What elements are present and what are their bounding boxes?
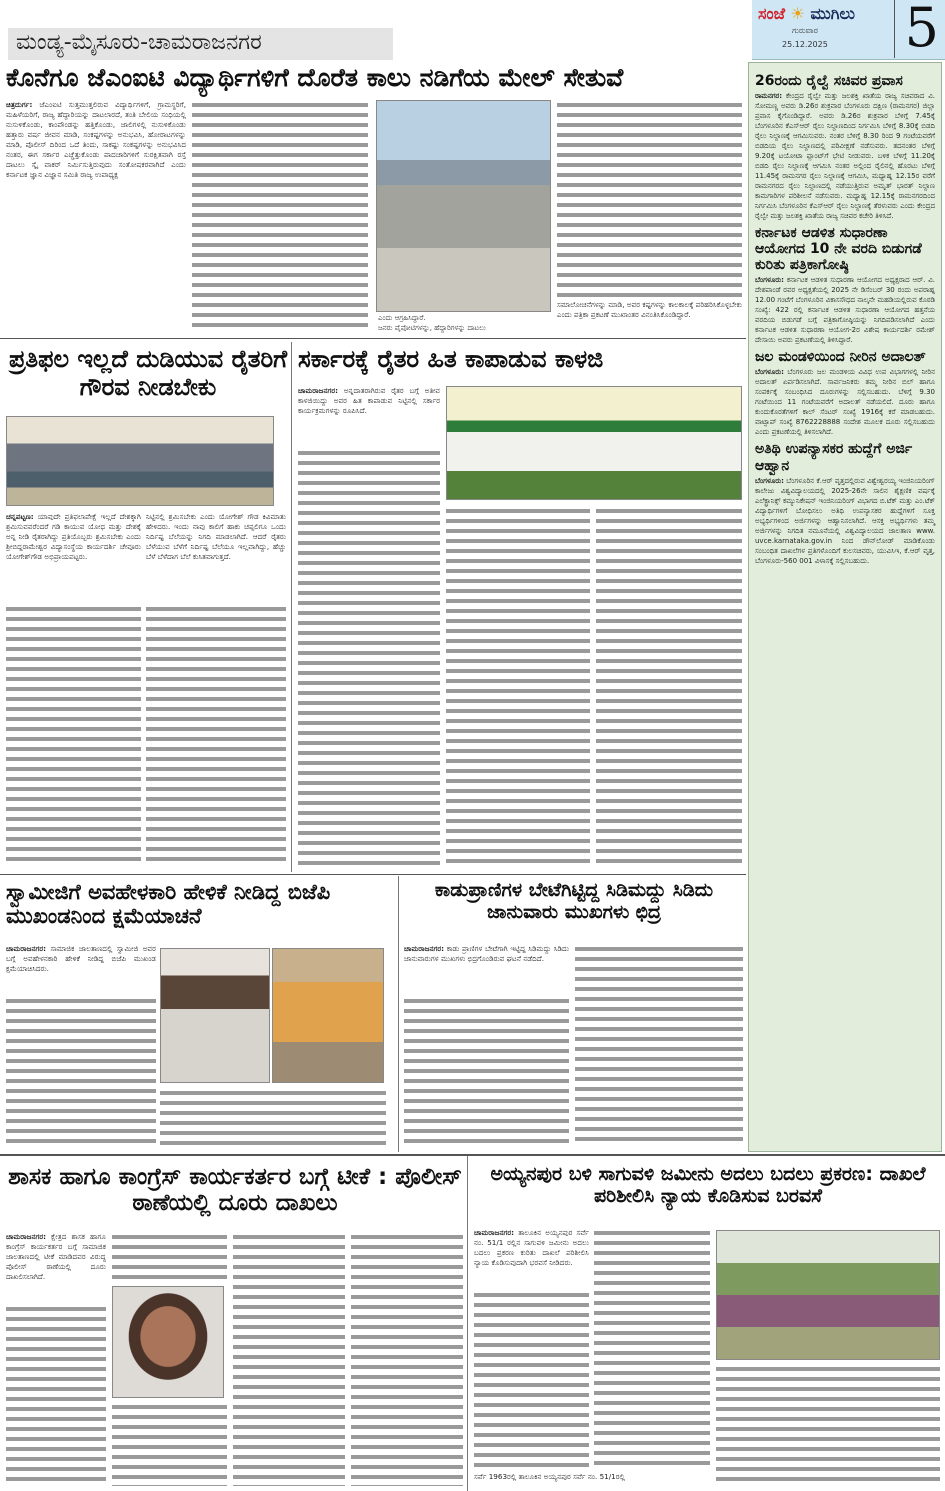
sun-icon: ☀ — [784, 4, 811, 23]
article-text-columns — [160, 1088, 386, 1146]
article-text-columns — [575, 944, 743, 1146]
article-closing: ಸಮಾಲೋಚನೆಗಳನ್ನು ಮಾಡಿ, ಅವರ ಕಷ್ಟಗಳನ್ನು ಕಾಲಕಾಲಕ್ಕೆ ಪರಿಹರಿಸಿಕೊಳ್ಳಬೇಕು ಎಂದು ಪತ್ರಿಕಾ ಪ್ರಕಟಣೆ ಮುಖಾಂತರ ವಿನಂತಿಸಿಕೊಂಡಿದ್ದಾರೆ. — [557, 300, 742, 319]
article-text-columns — [6, 604, 141, 866]
group-photo — [6, 416, 274, 506]
dateline: ಚಾಮರಾಜನಗರ: — [298, 386, 339, 395]
section-title: ಮಂಡ್ಯ-ಮೈಸೂರು-ಚಾಮರಾಜನಗರ — [8, 28, 393, 60]
article-text: ತಾಲೂಕಿನ ಅಯ್ಯನಪುರ ಸರ್ವೆ ನಂ. 51/1 ರಲ್ಲಿನ ಸಾಗುವಳಿ ಜಮೀನು ಅದಲು ಬದಲು ಪ್ರಕರಣ ಕುರಿತು ದಾಖಲೆ ಪರಿಶೀಲಿಸಿ ನ್ಯಾಯ ಕೊಡಿಸುವುದಾಗಿ ಭರವಸೆ ನೀಡಿದರು. — [474, 1228, 589, 1267]
article-text-columns — [298, 448, 440, 866]
dateline: ಬೆಂಗಳೂರು: — [755, 276, 784, 285]
issue-date: 25.12.2025 — [782, 40, 828, 49]
article-text: ಕ್ಷೇತ್ರದ ಶಾಸಕ ಹಾಗೂ ಕಾಂಗ್ರೆಸ್ ಕಾರ್ಯಕರ್ತರ ಬಗ್ಗೆ ಸಾಮಾಜಿಕ ಜಾಲತಾಣದಲ್ಲಿ ಟೀಕೆ ಮಾಡಿದವರ ವಿರುದ್ಧ ಪೊಲೀಸ್ ಠಾಣೆಯಲ್ಲಿ ದೂರು ದಾಖಲಿಸಲಾಗಿದೆ. — [6, 1232, 106, 1281]
dateline: ಚಾಮರಾಜನಗರ: — [474, 1228, 515, 1237]
article-text-columns — [233, 1232, 345, 1486]
dateline: ಚಾಮರಾಜನಗರ: — [6, 1232, 47, 1241]
divider — [0, 1154, 945, 1156]
article-text-columns — [6, 1304, 106, 1486]
article-text-columns — [112, 1232, 227, 1282]
dateline: ಬೆಂಗಳೂರು: — [755, 476, 784, 485]
brief-text: ಬೆಂಗಳೂರು ಜಲ ಮಂಡಳಿಯ ವಿವಿಧ ಉಪ ವಿಭಾಗಗಳಲ್ಲಿ ನೀರಿನ ಅದಾಲತ್ ಏರ್ಪಡಿಸಲಾಗಿದೆ. ಸಾರ್ವಜನಿಕರು ತಮ್ಮ ನೀರಿನ ಬಿಲ್ ಹಾಗೂ ಸಂಪರ್ಕಕ್ಕೆ ಸಂಬಂಧಿಸಿದ ದೂರುಗಳನ್ನು ಸಲ್ಲಿಸಬಹುದು. ಬೆಳಿಗ್ಗೆ 9.30 ಗಂಟೆಯಿಂದ 11 ಗಂಟೆಯವರೆಗೆ ಅದಾಲತ್ ನಡೆಯಲಿದೆ. ದೂರು ಹಾಗೂ ಕುಂದುಕೊರತೆಗಳಿಗೆ ಕಾಲ್ ಸೆಂಟರ್ ಸಂಖ್ಯೆ 1916ಕ್ಕೆ ಕರೆ ಮಾಡಬಹುದು. ವಾಟ್ಸಾಪ್ ಸಂಖ್ಯೆ 8762228888 ಸಂದೇಶ ಮೂಲಕ ದೂರು ಸಲ್ಲಿಸಬಹುದು ಎಂದು ಪ್ರಕಟಣೆಯಲ್ಲಿ ತಿಳಿಸಲಾಗಿದೆ. — [755, 368, 935, 437]
portrait-photo — [112, 1286, 224, 1398]
dateline: ಚಾಮರಾಜನಗರ: — [404, 944, 445, 953]
dateline: ರಾಮನಗರ: — [755, 92, 783, 101]
brief-headline: ಅತಿಥಿ ಉಪನ್ಯಾಸಕರ ಹುದ್ದೆಗೆ ಅರ್ಜಿ ಆಹ್ವಾನ — [755, 441, 913, 474]
brief-text: ಬೆಂಗಳೂರಿನ ಕೆ.ಆರ್ ವೃತ್ತದಲ್ಲಿರುವ ವಿಶ್ವೇಶ್ವರಯ್ಯ ಇಂಜಿನಿಯರಿಂಗ್ ಕಾಲೇಜು ವಿಶ್ವವಿದ್ಯಾಲಯದಲ್ಲಿ 2025-26ನೇ ಸಾಲಿನ ಶೈಕ್ಷಣಿಕ ವರ್ಷಕ್ಕೆ ಎಲೆಕ್ಟ್ರಾನಿಕ್ಸ್ ಕಮ್ಯುನಿಕೇಷನ್ ಇಂಜಿನಿಯರಿಂಗ್ ವಿಭಾಗದ ಬಿ.ಟೆಕ್ ಮತ್ತು ಎಂ.ಟೆಕ್ ವಿದ್ಯಾರ್ಥಿಗಳಿಗೆ ಬೋಧಿಸಲು ಅತಿಥಿ ಉಪನ್ಯಾಸಕರ ಹುದ್ದೆಗಳಿಗೆ ಸೂಕ್ತ ಅಭ್ಯರ್ಥಿಗಳಿಂದ ಅರ್ಜಿಗಳನ್ನು ಆಹ್ವಾನಿಸಲಾಗಿದೆ. ಆಸಕ್ತ ಅಭ್ಯರ್ಥಿಗಳು ತಮ್ಮ ಅರ್ಜಿಗಳನ್ನು ನಿಗದಿತ ನಮೂನೆಯಲ್ಲಿ ವಿಶ್ವವಿದ್ಯಾಲಯದ ಜಾಲತಾಣ www. uvce.karnataka.gov.in ನಿಂದ ಡೌನ್‌ಲೋಡ್ ಮಾಡಿಕೊಂಡು ಸಂಬಂಧಿತ ದಾಖಲೆಗಳ ಪ್ರತಿಗಳೊಂದಿಗೆ ಕುಲಸಚಿವರು, ಯುವಿಸಿಇ, ಕೆ.ಆರ್ ವೃತ್ತ, ಬೆಂಗಳೂರು-560 001 ವಿಳಾಸಕ್ಕೆ ಸಲ್ಲಿಸಬಹುದು. — [755, 476, 935, 565]
bridge-construction-photo — [376, 100, 551, 312]
dateline: ಚನ್ನಪಟ್ಟಣ: — [6, 512, 34, 521]
dateline: ಬೆಂಗಳೂರು: — [755, 368, 784, 377]
article-body — [6, 100, 186, 330]
article-text-col2: ನಿಟ್ಟಿನಲ್ಲಿ ಶ್ರಮಿಸಬೇಕು ಎಂದು ಯೋಗೇಶ್ ಗೌಡ ಕಿವಿಮಾತು ಹೇಳಿದರು. ಇಂದು ನಾವು ಕಾಲಿಗೆ ಹಾಕು ಚಪ್ಪಲಿಗೂ ಒಂದು ನಿರ್ದಿಷ್ಟ ಬೆಲೆಯನ್ನು ನಿಗದಿ ಮಾಡಲಾಗಿದೆ. ಆದರೆ ರೈತರು ಬೆಳೆಯುವ ಬೆಳೆಗೆ ನಿರ್ದಿಷ್ಟ ಬೆಲೆಯೂ ಇಲ್ಲವಾಗಿದ್ದು, ಹೆಚ್ಚು ಬೆಳೆ ಬೆಳೆದಾಗ ಬೆಲೆ ಕುಸಿತವಾಗುತ್ತದೆ. — [146, 512, 286, 561]
article-text: ಸಾಮಾಜಿಕ ಜಾಲತಾಣದಲ್ಲಿ ಸ್ವಾಮೀಜಿ ಅವರ ಬಗ್ಗೆ ಅವಹೇಳನಕಾರಿ ಹೇಳಿಕೆ ನೀಡಿದ್ದ ಬಿಜೆಪಿ ಮುಖಂಡ ಕ್ಷಮೆಯಾಚಿಸಿದರು. — [6, 944, 156, 973]
brief-text: ಕರ್ನಾಟಕ ಆಡಳಿತ ಸುಧಾರಣಾ ಆಯೋಗದ ಅಧ್ಯಕ್ಷರಾದ ಆರ್. ವಿ. ದೇಶಪಾಂಡೆ ರವರ ಅಧ್ಯಕ್ಷತೆಯಲ್ಲಿ 2025 ನೇ ಡಿಸೆಂಬರ್ 30 ರಂದು ಅಪರಾಹ್ನ 12.00 ಗಂಟೆಗೆ ಬೆಂಗಳೂರಿನ ವಿಕಾಸಸೌಧದ ನಾಲ್ಕನೇ ಮಹಡಿಯಲ್ಲಿರುವ ಕೊಠಡಿ ಸಂಖ್ಯೆ: 422 ರಲ್ಲಿ ಕರ್ನಾಟಕ ಆಡಳಿತ ಸುಧಾರಣಾ ಆಯೋಗದ ಹತ್ತನೆಯ ವರದಿಯ ಬಿಡುಗಡೆ ಬಗ್ಗೆ ಪತ್ರಿಕಾಗೋಷ್ಠಿಯನ್ನು ನಿಗದಿಪಡಿಸಲಾಗಿದೆ ಎಂದು ಕರ್ನಾಟಕ ಆಡಳಿತ ಸುಧಾರಣಾ ಆಯೋಗ-2ರ ವಿಶೇಷ ಕಾರ್ಯದರ್ಶಿ ರಮೇಶ್ ದೇಸಾಯಿ ಅವರು ಪ್ರಕಟಣೆಯಲ್ಲಿ ತಿಳಿಸಿದ್ದಾರೆ. — [755, 276, 936, 345]
dateline: ಚಿತ್ರದುರ್ಗ: — [6, 100, 33, 109]
logo-part2: ಮುಗಿಲು — [810, 4, 855, 23]
article-text-columns — [351, 1232, 463, 1486]
article-text: ಜೆಎಂಐಟಿ ಸುತ್ತಮುತ್ತಲಿರುವ ವಿದ್ಯಾರ್ಥಿಗಳಿಗೆ, ಗ್ರಾಮಸ್ಥರಿಗೆ, ಮಹಿಳೆಯರಿಗೆ, ರಾಜ್ಯ ಹೆದ್ದಾರಿಯನ್ನು ದಾಟಲಾರದೆ, ತಂತಿ ಬೇಲಿಯ ಸಂಧಿಯಲ್ಲಿ ನುಸುಳಿಕೊಂಡು, ಕಾಂಪೌಂಡನ್ನು ಹತ್ತಿಕೊಂಡು, ಜಾಲಿಗಳಲ್ಲಿ ನುಸುಳಿಕೊಂಡು ಹತ್ತಾರು ವರ್ಷ ಜೀವನ ಮಾಡಿ, ಸಂಕಷ್ಟಗಳನ್ನು ಅನುಭವಿಸಿ, ಹೋರಾಟಗಳನ್ನು ಮಾಡಿ, ಪೊಲೀಸ್ ದಿರಿಂದ ಒದೆ ತಿಂದು, ಸಾಕಷ್ಟು ಸಂಕಷ್ಟಗಳನ್ನು ಅನುಭವಿಸಿದ ನಂತರ, ಈಗ ಸರ್ಕಾರ ಎಚ್ಚೆತ್ತುಕೊಂಡು ಪಾದಚಾರಿಗಳಿಗೆ ಸುರಕ್ಷಿತವಾಗಿ ರಸ್ತೆ ದಾಟಲು ಸ್ಕೈ ವಾಕರ್ ನಿರ್ಮಿಸುತ್ತಿರುವುದು ಸಂತೋಷಕರವಾಗಿದೆ ಎಂದು ಕರ್ನಾಟಕ ಜ್ಞಾನ ವಿಜ್ಞಾನ ಸಮಿತಿ ರಾಜ್ಯ ಉಪಾಧ್ಯಕ್ಷ — [6, 100, 186, 179]
issue-day: ಗುರುವಾರ — [792, 26, 818, 35]
article-headline: ಪ್ರತಿಫಲ ಇಲ್ಲದೆ ದುಡಿಯುವ ರೈತರಿಗೆ ಗೌರವ ನೀಡಬೇಕು — [8, 345, 288, 401]
article-headline: ಕಾಡುಪ್ರಾಣಿಗಳ ಬೇಟೆಗಿಟ್ಟಿದ್ದ ಸಿಡಿಮದ್ದು ಸಿಡಿದು ಜಾನುವಾರು ಮುಖಗಳು ಛಿದ್ರ — [434, 879, 714, 923]
article-text-columns — [146, 604, 286, 866]
article-body — [6, 1232, 106, 1302]
brief-body — [755, 367, 935, 437]
article-headline: ಅಯ್ಯನಪುರ ಬಳಿ ಸಾಗುವಳಿ ಜಮೀನು ಅದಲು ಬದಲು ಪ್ರಕರಣ: ದಾಖಲೆ ಪರಿಶೀಲಿಸಿ ನ್ಯಾಯ ಕೊಡಿಸುವ ಬರವಸೆ — [490, 1163, 926, 1207]
article-body — [404, 944, 569, 994]
divider — [0, 338, 746, 339]
bjp-leader-photo — [160, 948, 270, 1083]
news-briefs-sidebar — [748, 62, 942, 1152]
article-text-columns — [716, 1364, 940, 1486]
article-body — [298, 386, 440, 446]
page-number: 5 — [894, 0, 939, 58]
article-text-columns — [404, 996, 569, 1146]
brief-text: ಕೇಂದ್ರದ ರೈಲ್ವೇ ಮತ್ತು ಜಲಶಕ್ತಿ ಖಾತೆಯ ರಾಜ್ಯ ಸಚಿವರಾದ ವಿ. ಸೋಮಣ್ಣ ಅವರು ಡಿ.26ರ ಶುಕ್ರವಾರ ಬೆಂಗಳೂರು ದಕ್ಷಿಣ (ರಾಮನಗರ) ಜಿಲ್ಲಾ ಪ್ರವಾಸ ಕೈಗೊಂಡಿದ್ದಾರೆ. ಅವರು ಡಿ.26ರ ಶುಕ್ರವಾರ ಬೆಳಿಗ್ಗೆ 7.45ಕ್ಕೆ ಬೆಂಗಳೂರಿನ ಕೆಎಸ್‌ಆರ್ ರೈಲು ನಿಲ್ದಾಣದಿಂದ ನಿರ್ಗಮಿಸಿ ಬೆಳಿಗ್ಗೆ 8.30ಕ್ಕೆ ಬಿಡದಿ ರೈಲು ನಿಲ್ದಾಣಕ್ಕೆ ಆಗಮಿಸುವರು. ನಂತರ ಬೆಳಿಗ್ಗೆ 8.30 ರಿಂದ 9 ಗಂಟೆಯವರೆಗೆ ಬಿಡದಿಯ ರೈಲು ನಿಲ್ದಾಣದಲ್ಲಿ ಪರಿವೀಕ್ಷಣೆ ನಡೆಸುವರು. ತದನಂತರ ಬೆಳಿಗ್ಗೆ 9.20ಕ್ಕೆ ಟಯೋಟಾ ಪ್ಲಾಂಟ್‌ಗೆ ಭೇಟಿ ನೀಡುವರು. ಬಳಿಕ ಬೆಳಿಗ್ಗೆ 11.20ಕ್ಕೆ ಬಿಡದಿ ರೈಲು ನಿಲ್ದಾಣಕ್ಕೆ ಆಗಮಿಸಿ ನಂತರ ಅಲ್ಲಿಂದ ರೈಲಿನಲ್ಲಿ ಹೊರಟು ಬೆಳಿಗ್ಗೆ 11.45ಕ್ಕೆ ರಾಮನಗರ ರೈಲು ನಿಲ್ದಾಣಕ್ಕೆ ಆಗಮಿಸಿ, ಮಧ್ಯಾಹ್ನ 12.15ರ ವರೆಗೆ ರಾಮನಗರದ ರೈಲು ನಿಲ್ದಾಣದಲ್ಲಿ ನಡೆಯುತ್ತಿರುವ ಅಮೃತ್ ಭಾರತ್ ನಿಲ್ದಾಣ ಕಾಮಗಾರಿಗಳ ಪರಿಶೀಲನೆ ನಡೆಸುವರು. ಮಧ್ಯಾಹ್ನ 12.15ಕ್ಕೆ ರಾಮನಗರದಿಂದ ನಿರ್ಗಮಿಸಿ ಬೆಂಗಳೂರಿನ ಕೆಎಸ್‌ಆರ್ ರೈಲು ನಿಲ್ದಾಣಕ್ಕೆ ತೆರಳುವರು ಎಂದು ಕೇಂದ್ರದ ರೈಲ್ವೇ ಮತ್ತು ಜಲಶಕ್ತಿ ಖಾತೆಯ ರಾಜ್ಯ ಸಚಿವರ ಕಚೇರಿ ತಿಳಿಸಿದೆ. — [755, 92, 935, 221]
land-inspection-photo — [716, 1230, 940, 1360]
brief-headline: 26ರಂದು ರೈಲ್ವೆ ಸಚಿವರ ಪ್ರವಾಸ — [755, 73, 903, 89]
article-text-columns — [594, 1228, 710, 1470]
brief-body — [755, 275, 935, 345]
photo-caption-continued: ಜನರು ಪೈಪೋಟಿಗಳನ್ನು, ಹೆದ್ದಾರಿಗಳನ್ನು ದಾಟಲು — [378, 324, 486, 332]
article-headline: ಸ್ವಾಮೀಜಿಗೆ ಅವಹೇಳಕಾರಿ ಹೇಳಿಕೆ ನೀಡಿದ್ದ ಬಿಜೆಪಿ ಮುಖಂಡನಿಂದ ಕ್ಷಮೆಯಾಚನೆ — [6, 880, 331, 929]
divider — [291, 342, 292, 872]
photo-caption: ಎಂದು ಆಗ್ರಹಿಸಿದ್ದಾರೆ. — [378, 314, 426, 322]
divider — [467, 1156, 468, 1491]
article-text-columns — [446, 506, 590, 866]
divider — [0, 874, 746, 875]
masthead — [752, 0, 945, 60]
article-text-columns — [557, 100, 742, 300]
article-body — [6, 944, 156, 994]
article-text-columns — [6, 996, 156, 1146]
article-text-columns — [596, 506, 742, 866]
article-body — [6, 512, 141, 602]
article-text-columns — [112, 1402, 227, 1486]
article-headline: ಸರ್ಕಾರಕ್ಕೆ ರೈತರ ಹಿತ ಕಾಪಾಡುವ ಕಾಳಜಿ — [298, 345, 604, 373]
article-text: ಅನ್ನದಾತರಾಗಿರುವ ರೈತರ ಬಗ್ಗೆ ಅತೀವ ಕಾಳಜಿಯಿದ್ದು ಅವರ ಹಿತ ಕಾಪಾಡುವ ನಿಟ್ಟಿನಲ್ಲಿ ಸರ್ಕಾರ ಕಾರ್ಯಕ್ರಮಗಳನ್ನು ರೂಪಿಸಿದೆ. — [298, 386, 440, 415]
article-headline: ಶಾಸಕ ಹಾಗೂ ಕಾಂಗ್ರೆಸ್ ಕಾರ್ಯಕರ್ತರ ಬಗ್ಗೆ ಟೀಕೆ : ಪೊಲೀಸ್ ಠಾಣೆಯಲ್ಲಿ ದೂರು ದಾಖಲು — [8, 1164, 462, 1217]
brief-body — [755, 91, 935, 221]
divider — [398, 876, 399, 1152]
article-body — [474, 1228, 589, 1288]
article-text: ಯಾವುದೇ ಪ್ರತಿಫಲಾಪೇಕ್ಷೆ ಇಲ್ಲದೆ ದೇಶಕ್ಕಾಗಿ ಶ್ರಮಿಸುವವರೆಂದರೆ ಗಡಿ ಕಾಯುವ ಯೋಧ ಮತ್ತು ದೇಶಕ್ಕೆ ಅನ್ನ ನೀಡಿ ರೈತರಾಗಿದ್ದು ಪ್ರತಿಯೊಬ್ಬರು ಶ್ರಮಿಸಬೇಕು ಎಂದು ಶ್ರೀಬಿದ್ದರಾಮೇಶ್ವರ ವಿದ್ಯಾಸಂಸ್ಥೆಯ ಕಾರ್ಯದರ್ಶಿ ಚೇವೂರು ಯೋಗೇಶ್‌ಗೌಡ ಅಭಿಪ್ರಾಯಪಟ್ಟರು. — [6, 512, 141, 561]
brief-headline: ಕರ್ನಾಟಕ ಆಡಳಿತ ಸುಧಾರಣಾ ಆಯೋಗದ 10 ನೇ ವರದಿ ಬಿಡುಗಡೆ ಕುರಿತು ಪತ್ರಿಕಾಗೋಷ್ಠಿ — [755, 225, 922, 274]
article-text: ಕಾಡು ಪ್ರಾಣಿಗಳ ಬೇಟೆಗಾಗಿ ಇಟ್ಟಿದ್ದ ಸಿಡಿಮದ್ದು ಸಿಡಿದು ಜಾನುವಾರುಗಳ ಮುಖಗಳು ಛಿದ್ರಗೊಂಡಿರುವ ಘಟನೆ ನಡೆದಿದೆ. — [404, 944, 569, 963]
brief-headline: ಜಲ ಮಂಡಳಿಯಿಂದ ನೀರಿನ ಅದಾಲತ್ — [755, 349, 926, 366]
article-text-columns — [474, 1290, 589, 1470]
farmers-event-photo — [446, 386, 742, 500]
logo-part1: ಸಂಜೆ — [758, 4, 785, 23]
brief-body — [755, 476, 935, 566]
dateline: ಚಾಮರಾಜನಗರ: — [6, 944, 47, 953]
article-headline: ಕೊನೆಗೂ ಜೆಎಂಐಟಿ ವಿದ್ಯಾರ್ಥಿಗಳಿಗೆ ದೊರೆತ ಕಾಲು ನಡಿಗೆಯ ಮೇಲ್ ಸೇತುವೆ — [6, 63, 624, 92]
newspaper-logo — [758, 4, 855, 24]
article-text-columns — [192, 100, 368, 330]
swamiji-photo — [272, 948, 384, 1083]
article-closing: ಸರ್ವೆ 1963ರಲ್ಲಿ ತಾಲೂಕಿನ ಅಯ್ಯನಪುರ ಸರ್ವೆ ನಂ. 51/1ರಲ್ಲಿ — [474, 1472, 625, 1481]
